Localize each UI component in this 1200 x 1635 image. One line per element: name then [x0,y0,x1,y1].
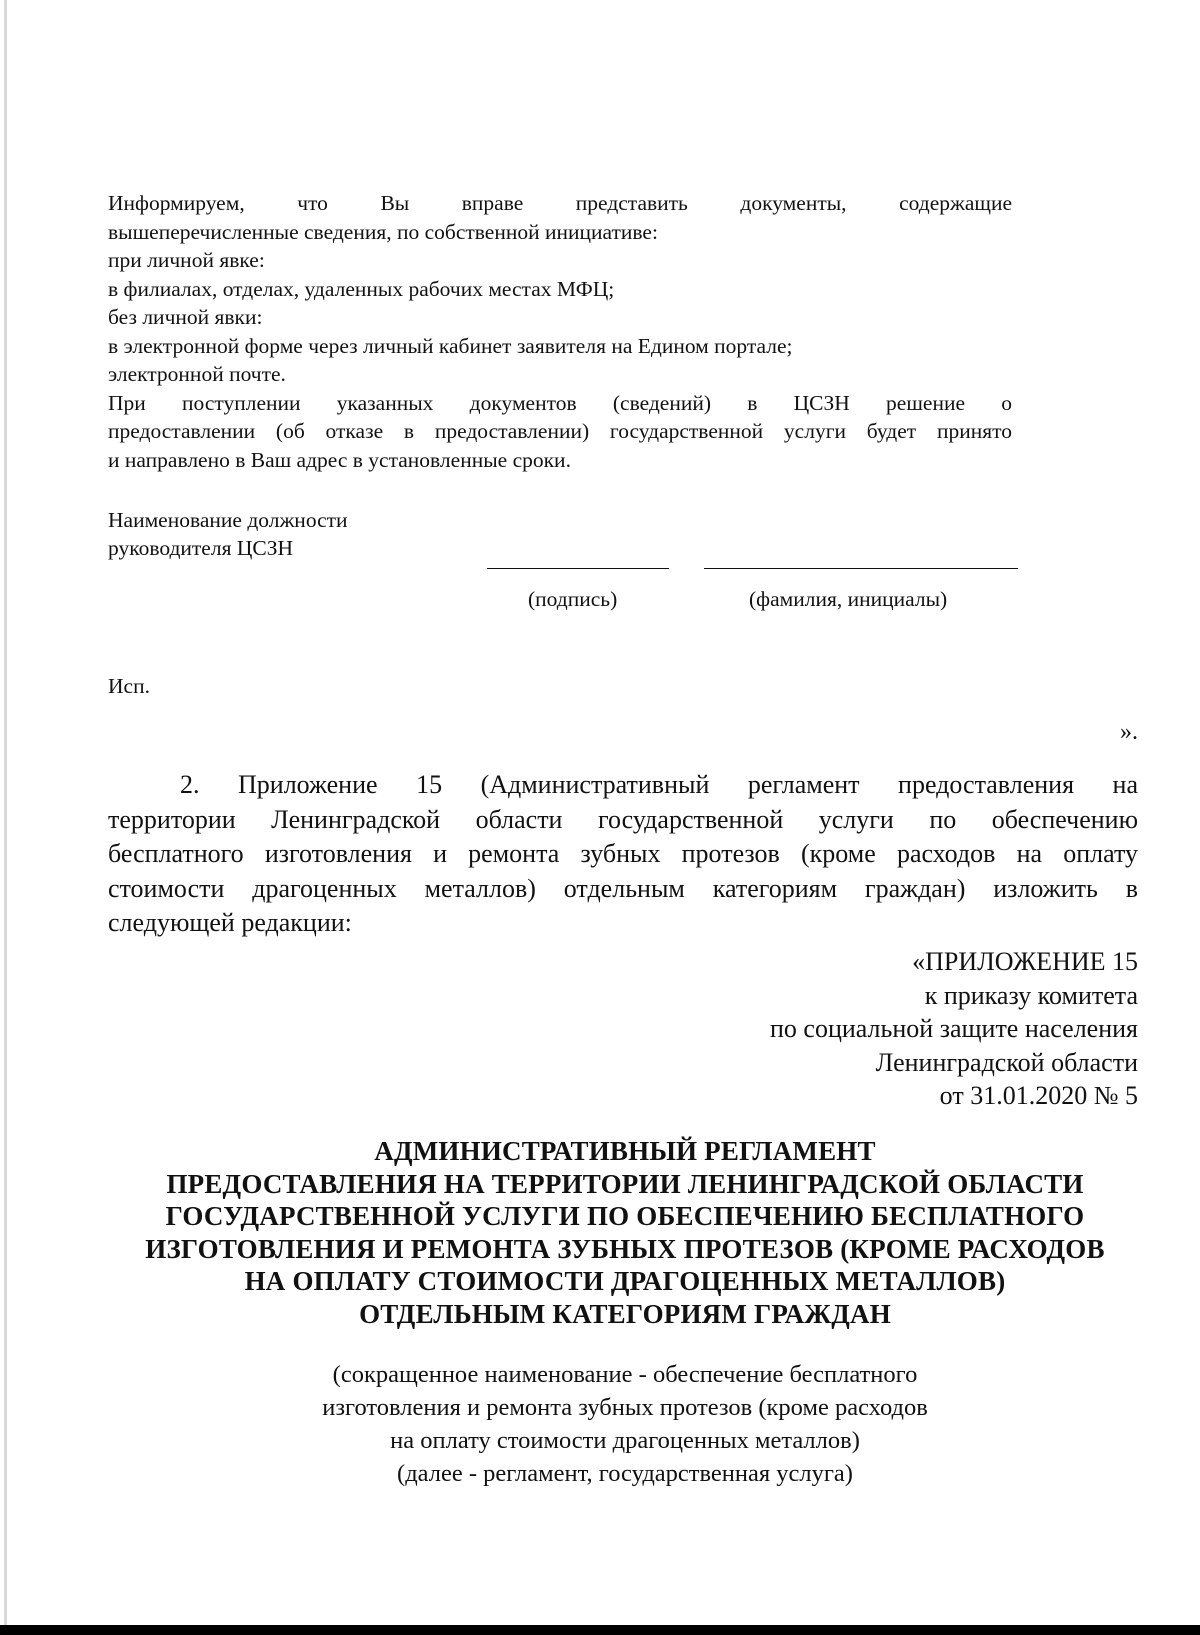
short-name-line: изготовления и ремонта зубных протезов (кроме расходов [322,1394,928,1421]
regulation-title-line: ГОСУДАРСТВЕННОЙ УСЛУГИ ПО ОБЕСПЕЧЕНИЮ БЕСПЛАТНОГО [165,1201,1085,1231]
annex-line: к приказу комитета [924,980,1138,1010]
short-name-line: на оплату стоимости драгоценных металлов) [390,1427,860,1454]
signer-position-line: Наименование должности [108,508,348,532]
signature-caption: (подпись) [528,587,618,611]
item-2-line: бесплатного изготовления и ремонта зубных протезов (кроме расходов на оплату [108,839,1138,868]
regulation-title-line: ОТДЕЛЬНЫМ КАТЕГОРИЯМ ГРАЖДАН [359,1298,891,1329]
notice-line: предоставлении (об отказе в предоставлении) государственной услуги будет принято [108,419,1012,443]
short-name-paragraph [200,1358,1050,1490]
annex-line: Ленинградской области [875,1047,1138,1077]
notice-line: Информируем, что Вы вправе представить документы, содержащие [108,191,1012,215]
scan-edge-bottom [0,1625,1200,1635]
regulation-title-line: НА ОПЛАТУ СТОИМОСТИ ДРАГОЦЕННЫХ МЕТАЛЛОВ) [244,1266,1006,1296]
item-2-line: территории Ленинградской области государственной услуги по обеспечению [108,804,1138,834]
regulation-title-line: ИЗГОТОВЛЕНИЯ И РЕМОНТА ЗУБНЫХ ПРОТЕЗОВ (КРОМЕ РАСХОДОВ [145,1233,1105,1264]
item-2-line: стоимости драгоценных металлов) отдельным категориям граждан) изложить в [108,873,1138,903]
regulation-title [100,1135,1150,1330]
short-name-line: (далее - регламент, государственная услуга) [397,1460,853,1487]
scan-edge-left [4,0,7,1635]
notice-line: При поступлении указанных документов (сведений) в ЦСЗН решение о [108,390,1012,415]
item-2-line: 2. Приложение 15 (Административный регламент предоставления на [180,770,1138,799]
annex-header [770,945,1138,1113]
notice-line: в электронной форме через личный кабинет заявителя на Едином портале; [108,333,793,358]
notice-line: вышеперечисленные сведения, по собственной инициативе: [108,219,658,244]
name-line [704,568,1018,569]
notice-paragraph [108,189,1012,474]
annex-line: по социальной защите населения [769,1014,1138,1043]
regulation-title-line: АДМИНИСТРАТИВНЫЙ РЕГЛАМЕНТ [374,1136,876,1166]
notice-line: без личной явки: [108,305,263,329]
item-2-line: следующей редакции: [108,908,352,937]
signer-position-line: руководителя ЦСЗН [108,536,293,560]
short-name-line: (сокращенное наименование - обеспечение бесплатного [332,1361,918,1388]
notice-line: и направлено в Ваш адрес в установленные сроки. [108,447,571,472]
regulation-title-line: ПРЕДОСТАВЛЕНИЯ НА ТЕРРИТОРИИ ЛЕНИНГРАДСКОЙ ОБЛАСТИ [166,1168,1084,1199]
annex-line: «ПРИЛОЖЕНИЕ 15 [912,947,1138,976]
notice-line: при личной явке: [108,248,265,272]
notice-line: в филиалах, отделах, удаленных рабочих местах МФЦ; [108,276,615,301]
closing-quote: ». [1120,719,1138,745]
notice-line: электронной почте. [108,362,286,386]
executor-label: Исп. [108,674,150,698]
annex-line: от 31.01.2020 № 5 [939,1081,1138,1110]
signature-line [487,568,669,569]
signer-position [108,506,348,562]
item-2-paragraph [108,768,1138,941]
name-caption: (фамилия, инициалы) [749,587,948,611]
